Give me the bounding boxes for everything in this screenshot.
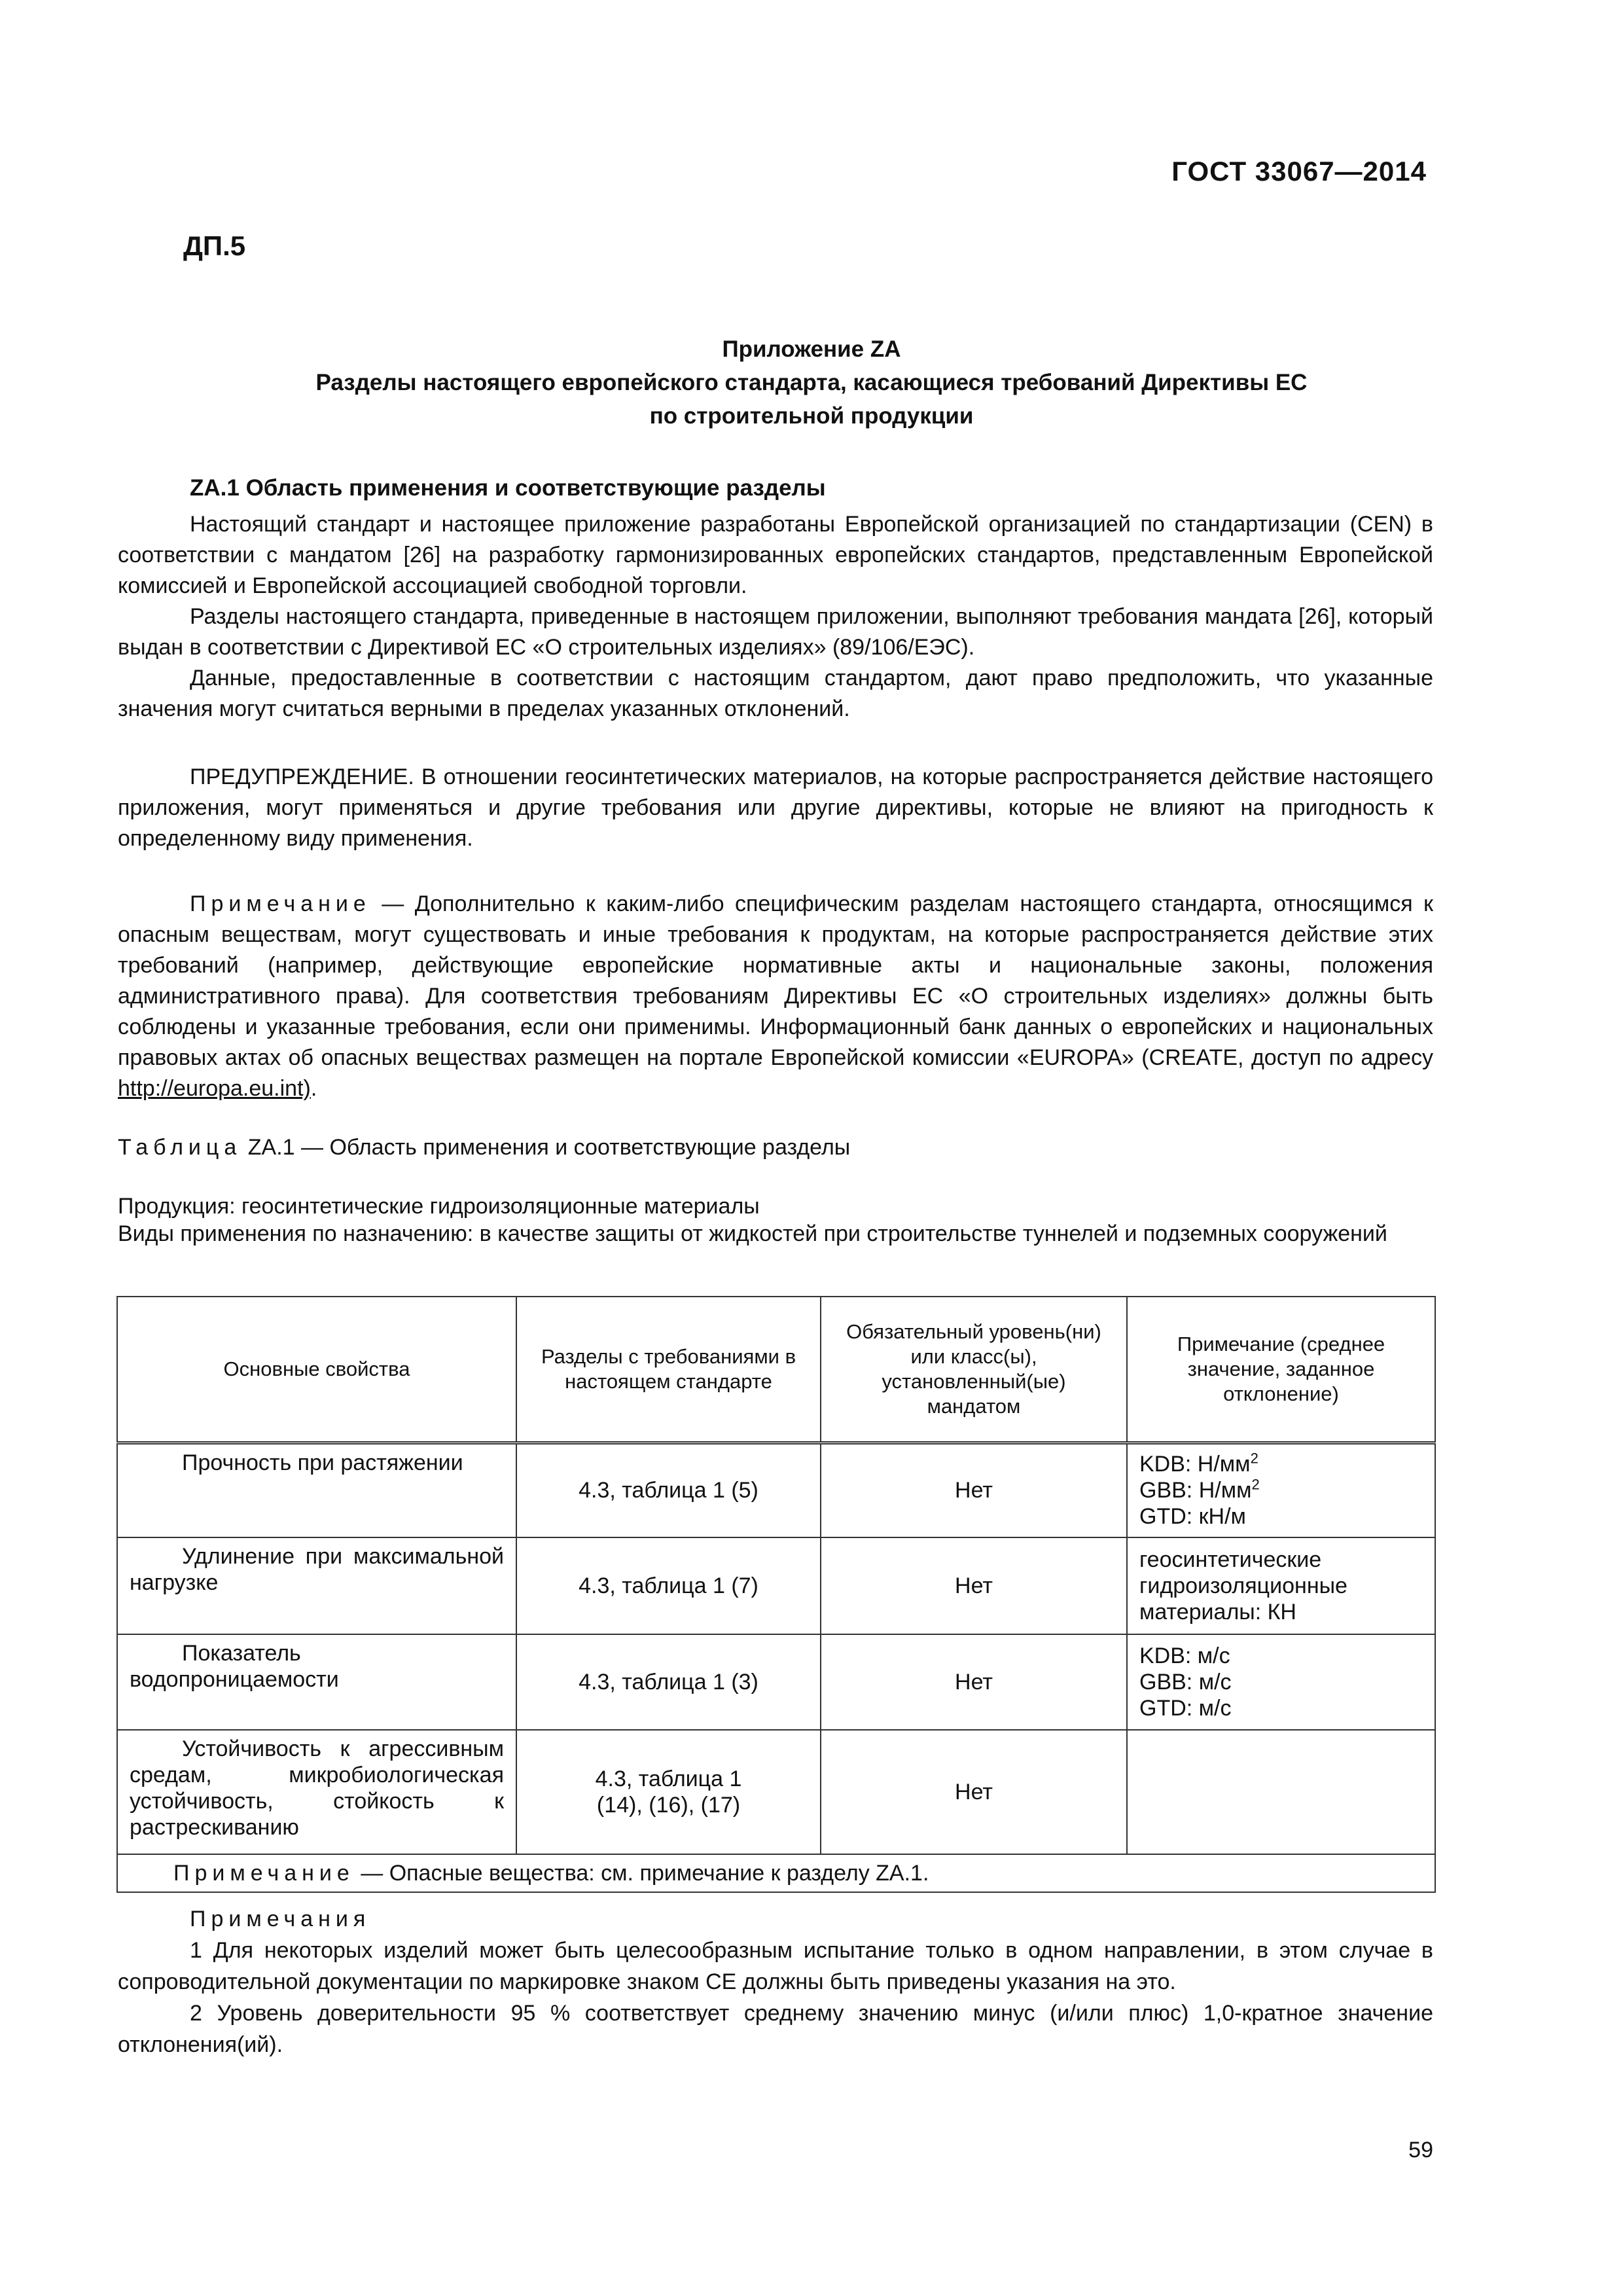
note-label: Примечание <box>190 891 371 916</box>
clause-cell: 4.3, таблица 1 (7) <box>516 1537 821 1634</box>
appendix-subtitle-1: Разделы настоящего европейского стандарта, касающиеся требований Директивы ЕС <box>315 370 1308 395</box>
level-cell: Нет <box>821 1537 1127 1634</box>
table-row <box>117 1537 1435 1634</box>
standard-number: ГОСТ 33067—2014 <box>1171 156 1427 187</box>
notes-title: Примечания <box>190 1907 371 1931</box>
paragraph: Настоящий стандарт и настоящее приложение разработаны Европейской организацией по стандартизации (CEN) в соответствии с мандатом [26] на разработку гармонизированных европейских стандартов, представленным Европейской комиссией и Европейской ассоциацией свободной торговли. <box>118 512 1433 598</box>
warning-paragraph: ПРЕДУПРЕЖДЕНИЕ. В отношении геосинтетических материалов, на которые распространяется действие настоящего приложения, могут применяться и другие требования или другие директивы, которые не влияют на пригодность к определенному виду применения. <box>118 764 1433 851</box>
header-properties: Основные свойства <box>117 1297 516 1443</box>
table-header-row <box>117 1297 1435 1443</box>
header-clauses: Разделы с требованиями в настоящем стандарте <box>516 1297 821 1443</box>
note-1: 1 Для некоторых изделий может быть целесообразным испытание только в одном направлении, в этом случае в сопроводительной документации по маркировке знаком СЕ должны быть приведены указания на это. <box>118 1938 1433 1994</box>
section-mark: ДП.5 <box>183 230 246 261</box>
clause-cell: 4.3, таблица 1 (3) <box>516 1634 821 1730</box>
note-cell: KDB: $Н/мм^2$ GBB: $Н/мм^2$ GTD: кН/м <box>1127 1443 1435 1537</box>
note-text: — Дополнительно к каким-либо специфическим разделам настоящего стандарта, относящимся к опасным веществам, могут существовать и иные требования к продуктам, на которые распространяется действие этих требований (например, действующие европейские нормативные акты и национальные законы, положения административного права). Для соответствия требованиям Директивы ЕС «О строительных изделиях» должны быть соблюдены и указанные требования, если они применимы. Информационный банк данных о европейских и национальных правовых актах об опасных веществах размещен на портале Европейской комиссии «EUROPA» (CREATE, доступ по адресу <box>118 891 1433 1070</box>
table-caption-label: Таблица <box>118 1135 242 1160</box>
clause-cell: 4.3, таблица 1 (14), (16), (17) <box>516 1730 821 1854</box>
note-cell: геосинтетические гидроизоляционные материалы: КН <box>1127 1537 1435 1634</box>
europa-link[interactable]: http://europa.eu.int) <box>118 1076 311 1101</box>
level-cell: Нет <box>821 1443 1127 1537</box>
notes-block <box>118 1903 1433 2060</box>
intro-paragraphs <box>118 509 1433 725</box>
table-row <box>117 1443 1435 1537</box>
appendix-title: Приложение ZA <box>722 336 901 362</box>
usage-line: Виды применения по назначению: в качестве защиты от жидкостей при строительстве туннелей и подземных сооружений <box>118 1221 1387 1246</box>
property-cell: Удлинение при максимальной нагрузке <box>117 1537 516 1634</box>
product-line: Продукция: геосинтетические гидроизоляционные материалы <box>118 1194 760 1219</box>
table-caption <box>118 1135 850 1160</box>
section-note <box>118 889 1433 1104</box>
property-cell: Показатель водопроницаемости <box>117 1634 516 1730</box>
section-title: ZA.1 Область применения и соответствующие разделы <box>190 475 826 501</box>
note-2: 2 Уровень доверительности 95 % соответствует среднему значению минус (и/или плюс) 1,0-кратное значение отклонения(ий). <box>118 2001 1433 2057</box>
note-end: . <box>310 1076 317 1101</box>
paragraph: Разделы настоящего стандарта, приведенные в настоящем приложении, выполняют требования мандата [26], который выдан в соответствии с Директивой ЕС «О строительных изделиях» (89/106/ЕЭС). <box>118 604 1433 660</box>
level-cell: Нет <box>821 1730 1127 1854</box>
note-cell: KDB: м/с GBB: м/с GTD: м/с <box>1127 1634 1435 1730</box>
appendix-subtitle-2: по строительной продукции <box>649 403 974 429</box>
clause-cell: 4.3, таблица 1 (5) <box>516 1443 821 1537</box>
table-caption-text: ZA.1 — Область применения и соответствующие разделы <box>241 1135 851 1160</box>
property-cell: Прочность при растяжении <box>117 1443 516 1537</box>
product-info <box>118 1193 1433 1247</box>
header-level: Обязательный уровень(ни) или класс(ы), установленный(ые) мандатом <box>821 1297 1127 1443</box>
scope-table <box>116 1296 1436 1893</box>
property-cell: Устойчивость к агрессивным средам, микробиологическая устойчивость, стойкость к растрескиванию <box>117 1730 516 1854</box>
table-footer-row <box>117 1854 1435 1892</box>
header-note: Примечание (среднее значение, заданное отклонение) <box>1127 1297 1435 1443</box>
note-cell <box>1127 1730 1435 1854</box>
table-footer-note: Примечание — Опасные вещества: см. примечание к разделу ZA.1. <box>117 1854 1435 1892</box>
appendix-heading <box>118 332 1505 433</box>
paragraph: Данные, предоставленные в соответствии с настоящим стандартом, дают право предположить, что указанные значения могут считаться верными в пределах указанных отклонений. <box>118 666 1433 721</box>
table-row <box>117 1730 1435 1854</box>
table-row <box>117 1634 1435 1730</box>
page-number: 59 <box>1408 2138 1433 2162</box>
level-cell: Нет <box>821 1634 1127 1730</box>
